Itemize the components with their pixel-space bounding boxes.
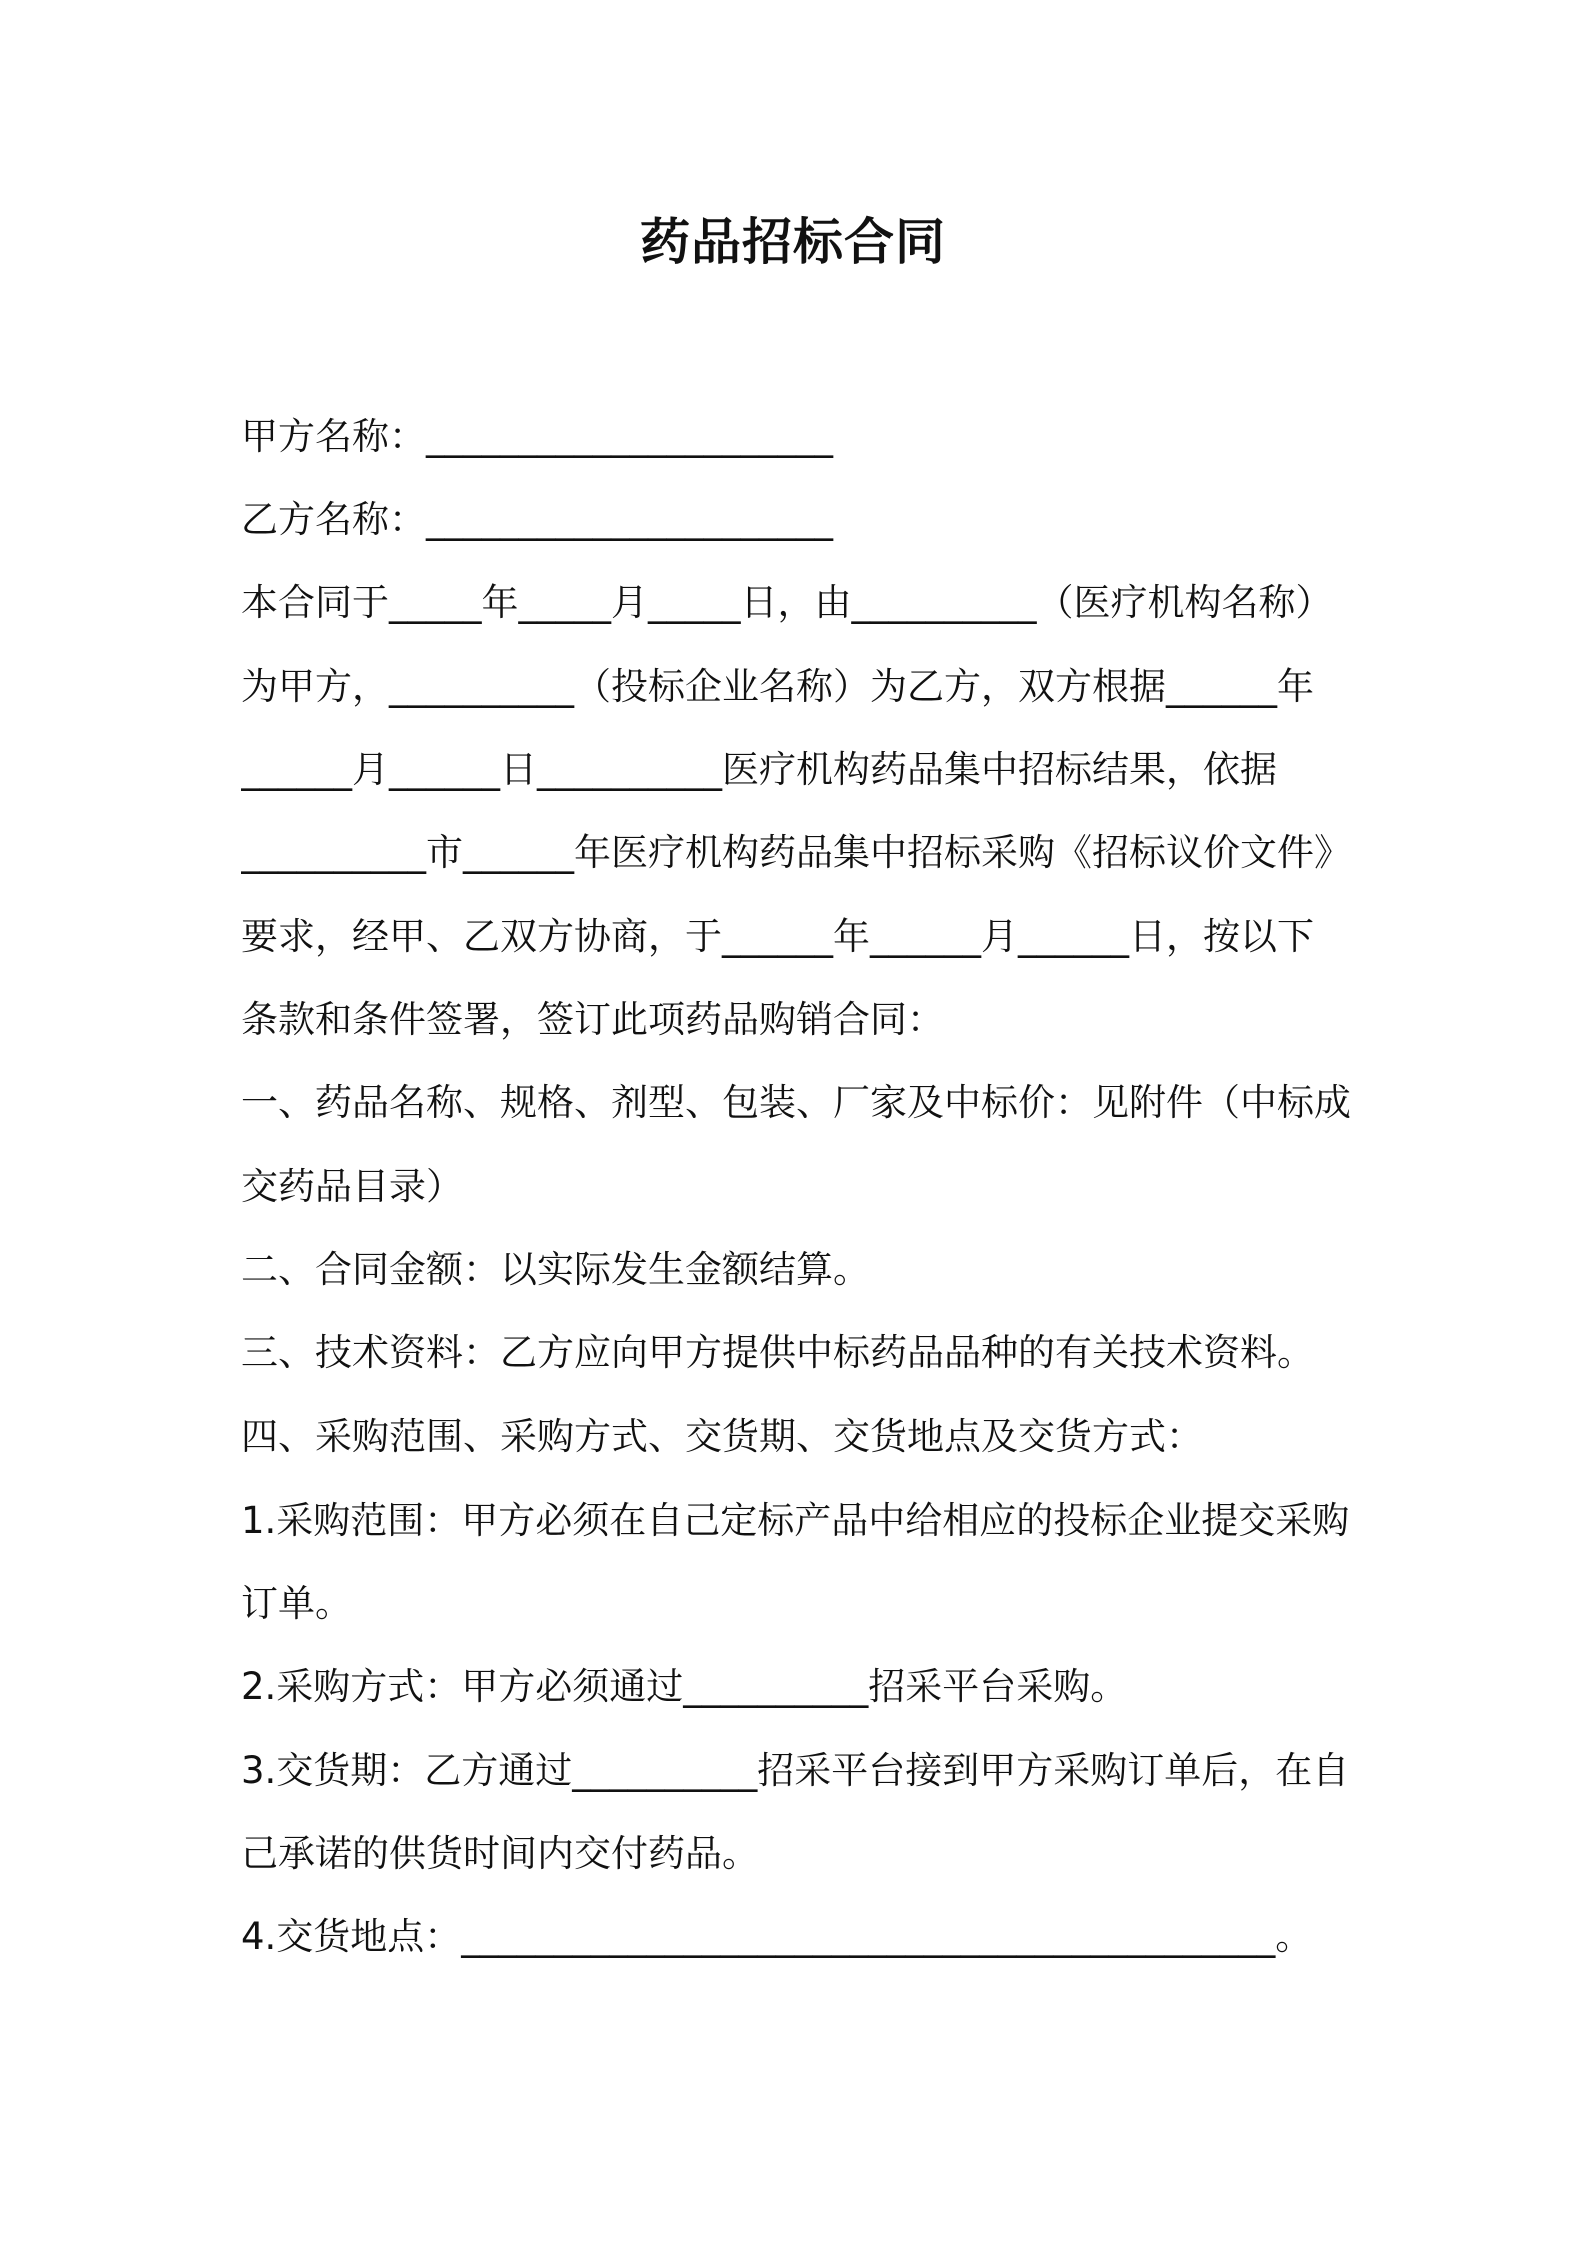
clause-1-line: 一、药品名称、规格、剂型、包装、厂家及中标价：见附件（中标成: [241, 1081, 1351, 1124]
subclause-1-line: 1.采购范围：甲方必须在自己定标产品中给相应的投标企业提交采购: [241, 1499, 1350, 1542]
clause-2-line: 二、合同金额：以实际发生金额结算。: [241, 1248, 870, 1291]
paragraph-line: __________市______年医疗机构药品集中招标采购《招标议价文件》: [241, 831, 1351, 874]
subclause-3-line: 3.交货期：乙方通过__________招采平台接到甲方采购订单后，在自: [241, 1749, 1350, 1792]
document-title: 药品招标合同: [640, 213, 946, 271]
paragraph-line: 条款和条件签署，签订此项药品购销合同：: [241, 998, 944, 1041]
paragraph-line: ______月______日__________医疗机构药品集中招标结果，依据: [241, 748, 1277, 791]
clause-3-line: 三、技术资料：乙方应向甲方提供中标药品品种的有关技术资料。: [241, 1331, 1314, 1374]
party-a-name-line: 甲方名称：______________________: [241, 415, 833, 458]
subclause-3-line: 己承诺的供货时间内交付药品。: [241, 1832, 759, 1875]
subclause-2-line: 2.采购方式：甲方必须通过__________招采平台采购。: [241, 1665, 1128, 1708]
paragraph-line: 本合同于_____年_____月_____日，由__________（医疗机构名称）: [241, 581, 1333, 624]
paragraph-line: 为甲方，__________（投标企业名称）为乙方，双方根据______年: [241, 665, 1314, 708]
clause-4-heading: 四、采购范围、采购方式、交货期、交货地点及交货方式：: [241, 1415, 1203, 1458]
subclause-4-line: 4.交货地点：____________________________________________。: [241, 1915, 1313, 1958]
paragraph-line: 要求，经甲、乙双方协商，于______年______月______日，按以下: [241, 915, 1314, 958]
subclause-1-line: 订单。: [241, 1582, 352, 1625]
party-b-name-line: 乙方名称：______________________: [241, 498, 833, 541]
clause-1-line: 交药品目录）: [241, 1165, 463, 1208]
